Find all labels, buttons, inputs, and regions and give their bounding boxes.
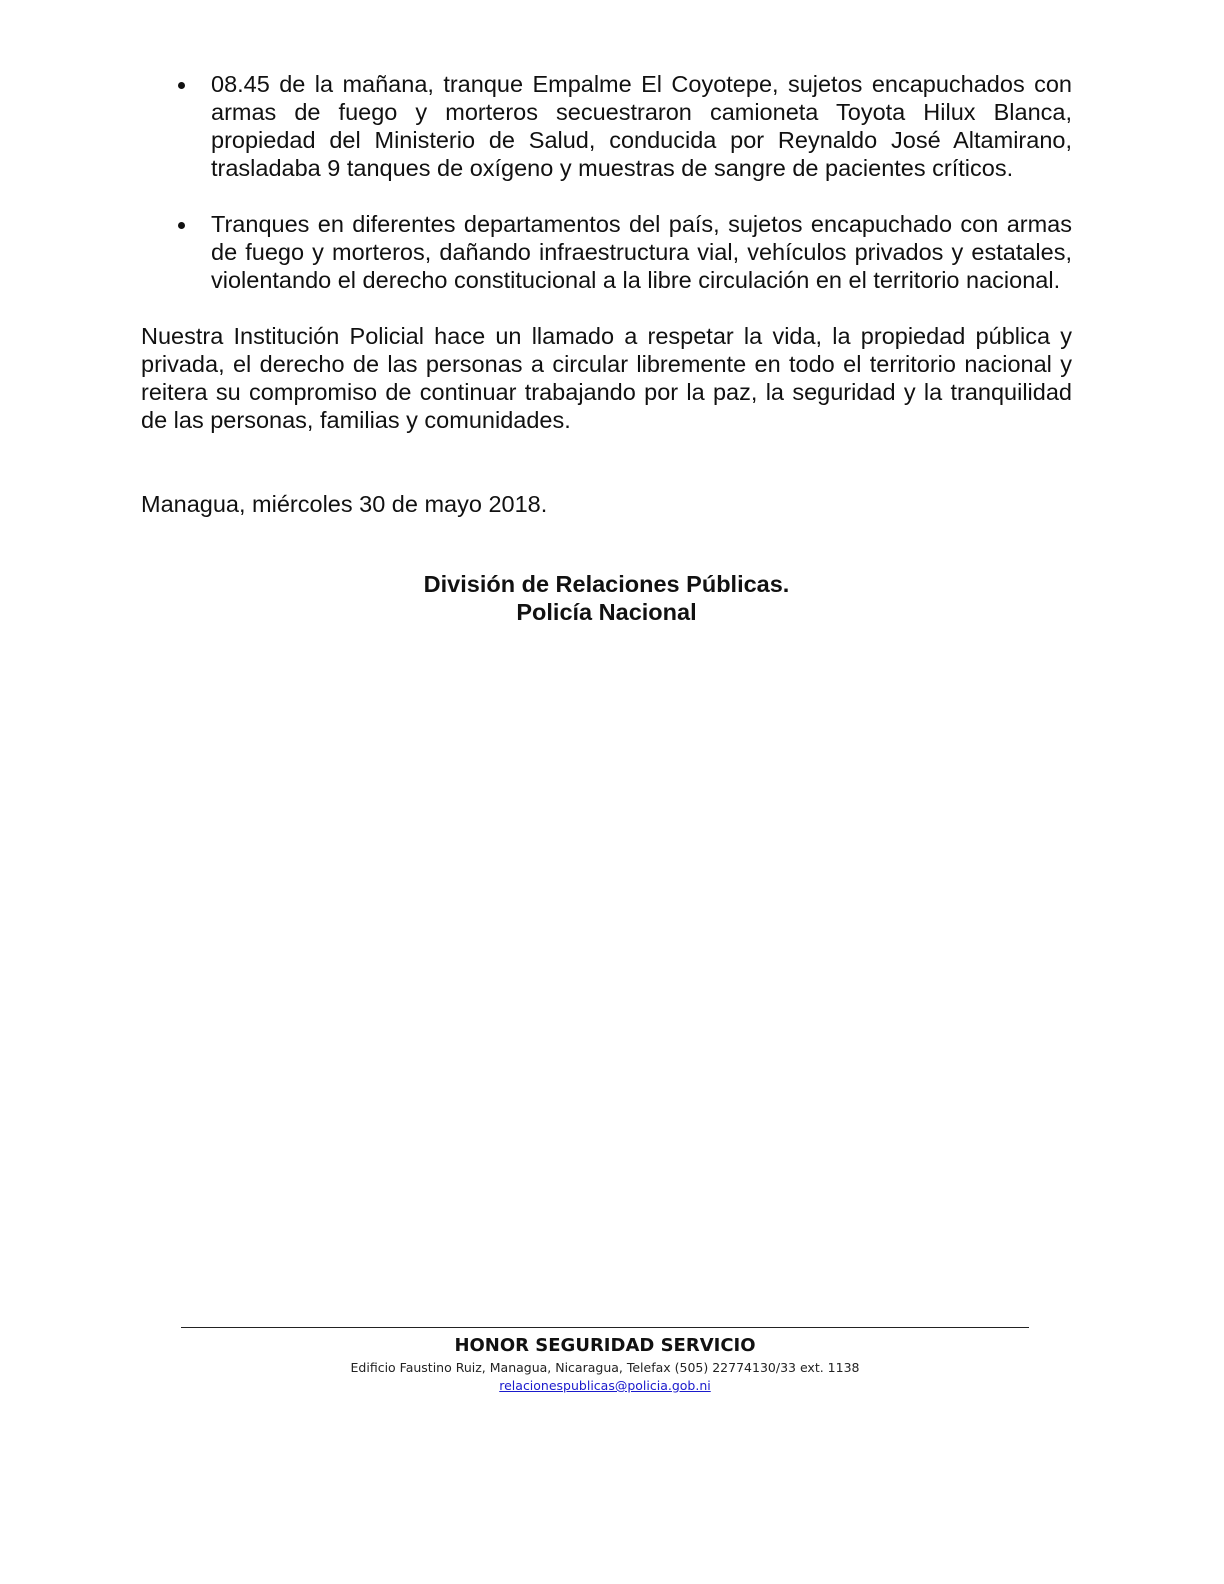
footer-motto: HONOR SEGURIDAD SERVICIO (454, 1335, 756, 1356)
list-item (141, 210, 1072, 294)
list-item-text: 08.45 de la mañana, tranque Empalme El Coyotepe, sujetos encapuchados con armas de fuego y morteros secuestraron camioneta Toyota Hilux Blanca, propiedad del Ministerio de Salud, conducida por Reynaldo José Altamirano, trasladaba 9 tanques de oxígeno y muestras de sangre de pacientes críticos. (211, 71, 1072, 181)
footer-divider (181, 1327, 1029, 1328)
email-link[interactable]: relacionespublicas@policia.gob.ni (499, 1378, 711, 1393)
closing-paragraph: Nuestra Institución Policial hace un llamado a respetar la vida, la propiedad pública y privada, el derecho de las personas a circular libremente en todo el territorio nacional y reitera su compromiso de continuar trabajando por la paz, la seguridad y la tranquilidad de las personas, familias y comunidades. (141, 323, 1072, 433)
signature-division: División de Relaciones Públicas. (423, 571, 790, 597)
list-item-text: Tranques en diferentes departamentos del país, sujetos encapuchado con armas de fuego y morteros, dañando infraestructura vial, vehículos privados y estatales, violentando el derecho constitucional a la libre circulación en el territorio nacional. (211, 211, 1072, 293)
document-body (141, 70, 1072, 626)
footer-email-line (181, 1377, 1029, 1394)
signature-institution: Policía Nacional (516, 599, 697, 625)
page-footer (181, 1327, 1029, 1394)
signature-block (141, 570, 1072, 626)
bullet-icon (178, 222, 185, 229)
bullet-icon (178, 82, 185, 89)
list-item (141, 70, 1072, 182)
incident-list (141, 70, 1072, 294)
dateline: Managua, miércoles 30 de mayo 2018. (141, 491, 548, 517)
footer-address: Edificio Faustino Ruiz, Managua, Nicaragua, Telefax (505) 22774130/33 ext. 1138 (350, 1360, 860, 1375)
